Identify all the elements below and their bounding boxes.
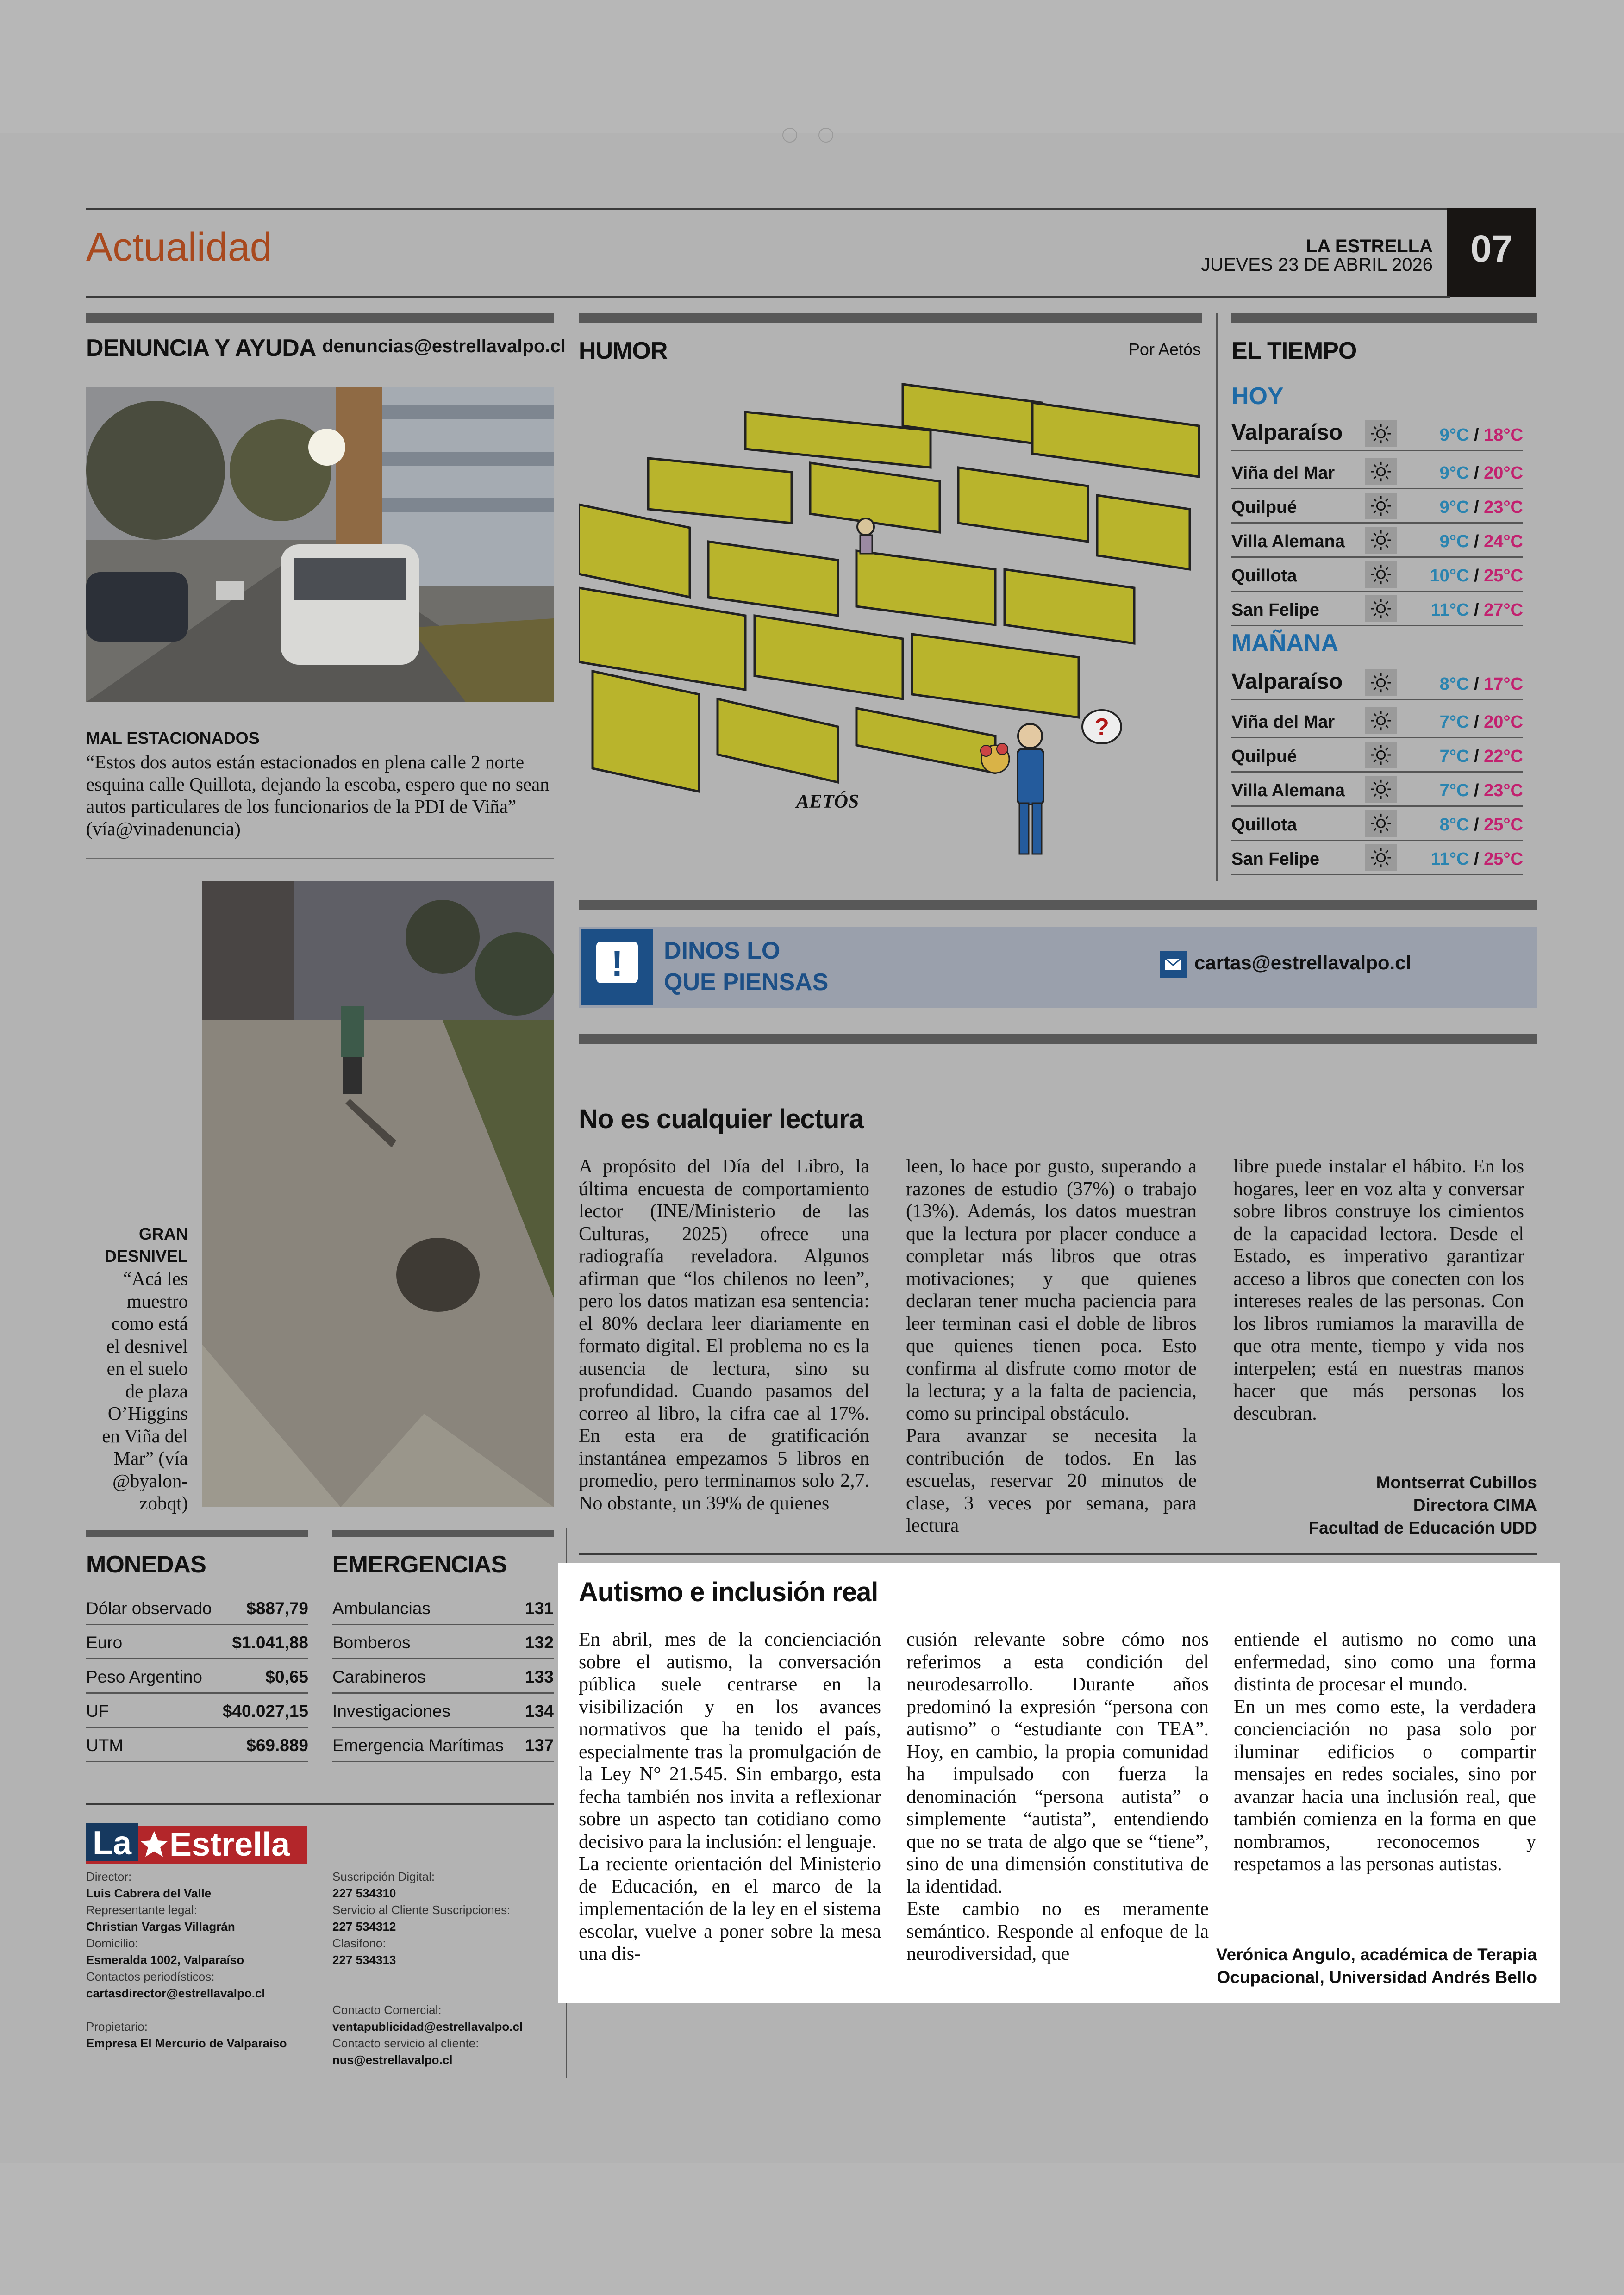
monedas-label: UF (86, 1702, 109, 1721)
monedas-label: Peso Argentino (86, 1667, 202, 1686)
credit-value[interactable]: cartasdirector@estrellavalpo.cl (86, 1986, 265, 2000)
temp-max: 17°C (1484, 674, 1523, 694)
weather-temp (1440, 781, 1523, 801)
temp-min: 7°C (1439, 712, 1469, 732)
desnivel-line: de plaza (125, 1380, 188, 1402)
sun-icon (1365, 810, 1397, 837)
photo-caption-text: “Estos dos autos están estacionados en plena calle 2 norte esquina calle Quillota, dejando la escoba, espero que no sean autos particulares de los funcionarios de la PDI de Viña” (vía@vinadenuncia) (86, 751, 550, 839)
temp-min: 11°C (1430, 600, 1469, 620)
weather-title: EL TIEMPO (1231, 337, 1357, 364)
emergencias-row (332, 1626, 554, 1659)
temp-max: 27°C (1484, 600, 1523, 620)
weather-city: Villa Alemana (1231, 781, 1345, 800)
weather-city: Quillota (1231, 566, 1297, 586)
sun-icon (1365, 420, 1397, 447)
article-text: En un mes como este, la verdadera concienciación no pasa solo por iluminar edificios o compartir mensajes en redes sociales, sino por avanzar hacia una inclusión real, que también comienza en la forma en que nombramos, reconocemos y respetamos a las personas autistas. (1234, 1696, 1536, 1875)
temp-separator: / (1469, 712, 1484, 732)
weather-row (1231, 773, 1523, 807)
article1-col3 (1233, 1155, 1524, 1425)
emergencias-value: 132 (525, 1633, 554, 1652)
weather-row (1231, 524, 1523, 558)
temp-separator: / (1469, 600, 1484, 620)
article-text: En abril, mes de la concienciación sobre el autismo, la conversación pública suele centrarse en la visibilización y en los avances normativos que ha tenido el país, especialmente tras la promulgación de la Ley N° 21.545. Sin embargo, esta fecha también nos invita a reflexionar sobre un aspecto tan cotidiano como decisivo para la inclusión: el lenguaje. (579, 1629, 881, 1852)
temp-separator: / (1469, 425, 1484, 445)
article-text: La reciente orientación del Ministerio de Educación, en el marco de la implementación de la ley en el sistema escolar, vuelve a poner sobre la mesa una dis- (579, 1853, 881, 1964)
page-nav-dots[interactable] (782, 128, 843, 143)
article-text: Para avanzar se necesita la contribución de todos. En las escuelas, reservar 20 minutos de clase, 3 veces por semana, para lectura (906, 1425, 1197, 1536)
emergencias-value: 134 (525, 1702, 554, 1721)
temp-min: 7°C (1439, 747, 1469, 766)
temp-max: 20°C (1484, 463, 1523, 483)
weather-city: Quillota (1231, 815, 1297, 835)
section-title: Actualidad (86, 225, 272, 269)
monedas-row (86, 1626, 308, 1659)
temp-separator: / (1469, 781, 1484, 800)
sun-icon (1365, 458, 1397, 485)
denuncia-email[interactable]: denuncias@estrellavalpo.cl (322, 336, 566, 356)
credit-value: Luis Cabrera del Valle (86, 1886, 212, 1900)
sun-icon (1365, 844, 1397, 871)
weather-temp (1430, 566, 1524, 586)
temp-separator: / (1469, 532, 1484, 551)
desnivel-line: como está (111, 1313, 188, 1334)
credit-value: Esmeralda 1002, Valparaíso (86, 1953, 244, 1967)
credit-value[interactable]: ventapublicidad@estrellavalpo.cl (332, 2020, 523, 2033)
weather-city: Quilpué (1231, 747, 1297, 766)
credit-value: 227 534313 (332, 1953, 396, 1967)
monedas-row (86, 1591, 308, 1625)
credit-label: Contacto servicio al cliente: (332, 2036, 479, 2050)
emergencias-value: 137 (525, 1736, 554, 1755)
weather-city: Valparaíso (1231, 420, 1343, 445)
credit-label: Director: (86, 1870, 132, 1883)
emergencias-row (332, 1694, 554, 1728)
weather-temp (1440, 815, 1523, 835)
humor-title: HUMOR (579, 337, 668, 364)
article2-col3 (1234, 1628, 1536, 1876)
weather-city: Villa Alemana (1231, 532, 1345, 551)
desnivel-line: muestro (126, 1290, 188, 1312)
credit-value[interactable]: nus@estrellavalpo.cl (332, 2053, 453, 2067)
credit-label: Suscripción Digital: (332, 1870, 435, 1883)
sun-icon (1365, 707, 1397, 734)
maze-cartoon (579, 375, 1202, 875)
sun-icon (1365, 561, 1397, 588)
article2-col1 (579, 1628, 881, 1965)
street-photo (86, 387, 554, 702)
temp-min: 8°C (1439, 674, 1469, 694)
monedas-value: $887,79 (246, 1599, 308, 1618)
monedas-label: Euro (86, 1633, 123, 1652)
weather-temp (1431, 849, 1523, 869)
weather-row (1231, 412, 1523, 451)
issue-date: JUEVES 23 DE ABRIL 2026 (1200, 255, 1433, 275)
temp-max: 25°C (1484, 566, 1523, 586)
sun-icon (1365, 595, 1397, 622)
temp-max: 20°C (1484, 712, 1523, 732)
article1-title: No es cualquier lectura (579, 1104, 864, 1134)
sun-icon (1365, 742, 1397, 768)
desnivel-line: el desnivel (106, 1335, 188, 1357)
emergencias-row (332, 1660, 554, 1694)
temp-min: 7°C (1439, 781, 1469, 800)
weather-tomorrow-label: MAÑANA (1231, 630, 1339, 656)
credit-label: Clasifono: (332, 1936, 386, 1950)
article1-col1 (579, 1155, 869, 1515)
banner-line-1: DINOS LO (664, 937, 781, 964)
emergencias-value: 131 (525, 1599, 554, 1618)
weather-city: San Felipe (1231, 600, 1320, 620)
desnivel-line: en Viña del (102, 1425, 188, 1447)
temp-min: 10°C (1430, 566, 1469, 586)
opinion-banner (579, 927, 1537, 1008)
monedas-value: $40.027,15 (222, 1702, 308, 1721)
temp-max: 25°C (1484, 815, 1523, 835)
article-text: leen, lo hace por gusto, superando a razones de estudio (37%) o trabajo (13%). Además, los datos muestran que la lectura por placer conduce a completar más libros que otras motivaciones; y que quienes declaran tener mucha paciencia para leer terminan casi el doble de libros que quienes tienen poca. Esto confirma al disfrute como motor de la lectura; y a la falta de paciencia, como su principal obstáculo. (906, 1156, 1197, 1424)
credit-label: Contactos periodísticos: (86, 1970, 215, 1983)
weather-today-label: HOY (1231, 383, 1284, 410)
credit-label: Representante legal: (86, 1903, 197, 1917)
desnivel-line: en el suelo (106, 1358, 188, 1379)
humor-author: Por Aetós (1128, 340, 1201, 359)
monedas-row (86, 1660, 308, 1694)
article1-col2 (906, 1155, 1197, 1537)
emergencias-row (332, 1591, 554, 1625)
credit-value: Empresa El Mercurio de Valparaíso (86, 2036, 287, 2050)
emergencias-label: Investigaciones (332, 1702, 451, 1721)
monedas-value: $0,65 (265, 1667, 308, 1686)
logo-la: La (86, 1823, 138, 1861)
temp-max: 18°C (1484, 425, 1523, 445)
emergencias-label: Emergencia Marítimas (332, 1736, 504, 1755)
temp-min: 9°C (1439, 532, 1469, 551)
desnivel-line: zobqt) (139, 1492, 188, 1514)
signature-name: Montserrat Cubillos (1376, 1473, 1537, 1492)
credit-value: 227 534310 (332, 1886, 396, 1900)
weather-temp (1440, 674, 1523, 694)
desnivel-line: @byalon- (112, 1470, 188, 1491)
weather-row (1231, 807, 1523, 841)
temp-separator: / (1469, 849, 1484, 869)
sun-icon (1365, 493, 1397, 519)
temp-separator: / (1469, 815, 1484, 835)
sun-icon (1365, 669, 1397, 696)
credits-left (86, 1868, 287, 2052)
temp-min: 9°C (1439, 498, 1469, 517)
weather-row (1231, 705, 1523, 738)
article2-title: Autismo e inclusión real (579, 1577, 878, 1607)
temp-min: 8°C (1439, 815, 1469, 835)
emergencias-label: Carabineros (332, 1667, 426, 1686)
article-text: entiende el autismo no como una enfermedad, sino como una forma distinta de procesar el mundo. (1234, 1629, 1536, 1695)
temp-max: 23°C (1484, 781, 1523, 800)
weather-row (1231, 842, 1523, 875)
credit-label: Domicilio: (86, 1936, 138, 1950)
temp-separator: / (1469, 566, 1484, 586)
monedas-row (86, 1694, 308, 1728)
emergencias-title: EMERGENCIAS (332, 1551, 507, 1578)
temp-min: 9°C (1439, 463, 1469, 483)
weather-temp (1440, 712, 1523, 732)
desnivel-line: “Acá les (123, 1268, 188, 1289)
weather-temp (1440, 463, 1523, 483)
weather-row (1231, 558, 1523, 592)
weather-temp (1431, 600, 1523, 620)
emergencias-row (332, 1728, 554, 1762)
temp-separator: / (1469, 498, 1484, 517)
plaza-photo (202, 881, 554, 1507)
cartoon-signature: AETÓS (796, 791, 859, 812)
letters-email[interactable]: cartas@estrellavalpo.cl (1194, 952, 1412, 973)
monedas-value: $1.041,88 (232, 1633, 308, 1652)
paper-name: LA ESTRELLA (1305, 236, 1433, 256)
logo-estrella: Estrella (169, 1826, 290, 1863)
signature-line: Verónica Angulo, académica de Terapia (1216, 1945, 1537, 1964)
temp-max: 24°C (1484, 532, 1523, 551)
sun-icon (1365, 776, 1397, 803)
weather-row (1231, 592, 1523, 626)
signature-org: Facultad de Educación UDD (1308, 1518, 1537, 1537)
credit-label: Propietario: (86, 2020, 148, 2033)
weather-city: Viña del Mar (1231, 712, 1335, 732)
temp-max: 22°C (1484, 747, 1523, 766)
signature-role: Directora CIMA (1413, 1496, 1537, 1515)
monedas-row (86, 1728, 308, 1762)
credits-right (332, 1868, 523, 2068)
star-icon (138, 1828, 170, 1861)
emergencias-value: 133 (525, 1667, 554, 1686)
signature-line: Ocupacional, Universidad Andrés Bello (1217, 1968, 1537, 1987)
desnivel-title-2: DESNIVEL (104, 1247, 188, 1266)
weather-city: Valparaíso (1231, 669, 1343, 694)
article-text: libre puede instalar el hábito. En los hogares, leer en voz alta y conversar sobre libros construye los cimientos de la capacidad lectora. Desde el Estado, es imperativo garantizar acceso a libros que conecten con los intereses reales de las personas. Con los libros rumiamos la maravilla de que otra mente, tiempo y vida nos interpelen; está en nuestras manos hacer que más personas los descubran. (1233, 1156, 1524, 1424)
temp-max: 25°C (1484, 849, 1523, 869)
article2-signature (1204, 1943, 1537, 1989)
temp-max: 23°C (1484, 498, 1523, 517)
banner-line-2: QUE PIENSAS (664, 969, 829, 996)
article2-col2 (906, 1628, 1209, 1965)
exclamation-icon: ! (581, 929, 653, 1005)
desnivel-line: O’Higgins (107, 1403, 188, 1424)
thought-bubble-mark: ? (1094, 714, 1109, 741)
sun-icon (1365, 527, 1397, 554)
page-number-box (1447, 208, 1536, 297)
weather-city: San Felipe (1231, 849, 1320, 869)
weather-temp (1440, 425, 1523, 445)
temp-min: 11°C (1430, 849, 1469, 869)
emergencias-label: Ambulancias (332, 1599, 431, 1618)
article-text: cusión relevante sobre cómo nos referimos a esta condición del neurodesarrollo. Durante años predominó la expresión “persona con autismo” o “estudiante con TEA”. Hoy, en cambio, la propia comunidad ha impulsado con fuerza la denominación “persona autista” o simplemente “autista”, entendiendo que no se trata de algo que se “tiene”, sino de una dimensión constitutiva de la identidad. (906, 1629, 1209, 1897)
temp-separator: / (1469, 747, 1484, 766)
desnivel-caption (86, 1223, 188, 1515)
credit-value: Christian Vargas Villagrán (86, 1920, 235, 1933)
article1-signature (1233, 1471, 1537, 1539)
monedas-label: Dólar observado (86, 1599, 212, 1618)
denuncia-title: DENUNCIA Y AYUDA (86, 335, 316, 362)
weather-city: Viña del Mar (1231, 463, 1335, 483)
emergencias-label: Bomberos (332, 1633, 411, 1652)
weather-row (1231, 739, 1523, 773)
article-text: Este cambio no es meramente semántico. Responde al enfoque de la neurodiversidad, que (906, 1898, 1209, 1964)
weather-row (1231, 490, 1523, 524)
monedas-value: $69.889 (246, 1736, 308, 1755)
weather-row (1231, 455, 1523, 489)
weather-temp (1440, 747, 1523, 767)
la-estrella-logo (86, 1826, 307, 1864)
photo-caption-title: MAL ESTACIONADOS (86, 729, 260, 748)
credit-label: Contacto Comercial: (332, 2003, 442, 2017)
mail-icon (1160, 951, 1187, 978)
desnivel-title-1: GRAN (139, 1224, 188, 1243)
temp-separator: / (1469, 674, 1484, 694)
credit-value: 227 534312 (332, 1920, 396, 1933)
temp-min: 9°C (1439, 425, 1469, 445)
weather-city: Quilpué (1231, 498, 1297, 517)
desnivel-line: Mar” (vía (113, 1447, 188, 1469)
article-text: A propósito del Día del Libro, la última encuesta de comportamiento lector (INE/Ministerio de las Culturas, 2025) ofrece una radiografía reveladora. Algunos afirman que “los chilenos no leen”, pero los datos matizan esa sentencia: el 80% declara leer diariamente en formato digital. El problema no es la ausencia de lectura, sino su profundidad. Cuando pasamos del correo al libro, la cifra cae al 17%. En esta era de gratificación instantánea empezamos 5 libros en promedio, pero terminamos solo 2,7. No obstante, un 39% de quienes (579, 1156, 869, 1514)
monedas-title: MONEDAS (86, 1551, 206, 1578)
monedas-label: UTM (86, 1736, 124, 1755)
page-number: 07 (1470, 228, 1513, 270)
weather-row (1231, 661, 1523, 700)
credit-label: Servicio al Cliente Suscripciones: (332, 1903, 511, 1917)
temp-separator: / (1469, 463, 1484, 483)
weather-temp (1440, 532, 1523, 552)
weather-temp (1440, 498, 1523, 518)
